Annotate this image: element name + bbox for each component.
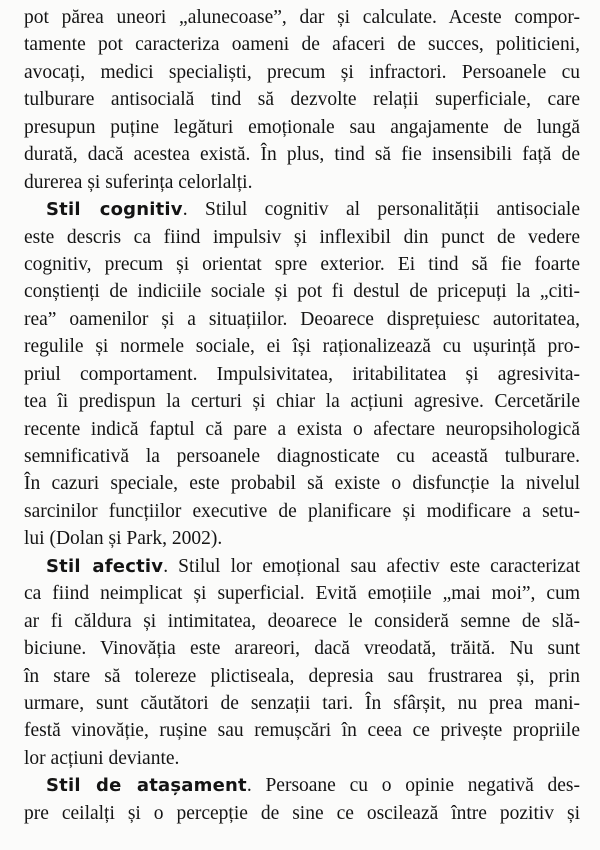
text-line: biciune. Vinovăția este arareori, dacă vreodată, trăită. Nu sunt bbox=[24, 638, 580, 660]
paragraph-attachment-style bbox=[24, 772, 580, 827]
text-line: presupun puține legături emoționale sau angajamente de lungă bbox=[24, 116, 580, 138]
text-line: lor acțiuni deviante. bbox=[24, 747, 180, 769]
text-line: priul comportament. Impulsivitatea, iritabilitatea și agresivita- bbox=[24, 363, 580, 385]
text-line: tulburare antisocială tind să dezvolte relații superficiale, care bbox=[24, 89, 580, 111]
text-line: lui (Dolan și Park, 2002). bbox=[24, 528, 223, 550]
text-line: festă vinovăție, rușine sau remușcări în ceea ce privește propriile bbox=[24, 720, 580, 742]
text-line: tea îi predispun la certuri și chiar la acțiuni agresive. Cercetările bbox=[24, 391, 580, 413]
paragraph-cognitive-style bbox=[24, 196, 580, 553]
text-line: În cazuri speciale, este probabil să existe o disfuncție la nivelul bbox=[24, 473, 580, 495]
text-line: pre ceilalți și o percepție de sine ce oscilează între pozitiv și bbox=[24, 802, 580, 824]
text-line: durată, dacă acestea există. În plus, tind să fie insensibili față de bbox=[24, 144, 580, 166]
text-line: tamente pot caracteriza oameni de afaceri de succes, politicieni, bbox=[24, 34, 580, 56]
text-run: . Stilul cognitiv al personalității antisociale bbox=[182, 199, 580, 221]
paragraph-antisocial-traits bbox=[24, 4, 580, 196]
text-run: . Stilul lor emoțional sau afectiv este caracterizat bbox=[163, 555, 580, 577]
text-run: . Persoane cu o opinie negativă des- bbox=[246, 775, 581, 797]
text-line: pot părea uneori „alunecoase”, dar și calculate. Aceste compor- bbox=[24, 7, 580, 28]
text-line: ca fiind neimplicat și superficial. Evită emoțiile „mai moi”, cum bbox=[24, 583, 580, 605]
section-heading-cognitive: Stil cognitiv bbox=[46, 199, 183, 221]
text-line: este descris ca fiind impulsiv și inflexibil din punct de vedere bbox=[24, 226, 580, 248]
text-line: regulile și normele sociale, ei își raționalizează cu ușurință pro- bbox=[24, 336, 580, 358]
text-line: sarcinilor funcțiilor executive de planificare și modificare a setu- bbox=[24, 500, 580, 522]
text-line: urmare, sunt căutători de senzații tari. În sfârșit, nu prea mani- bbox=[24, 692, 580, 714]
section-heading-attachment: Stil de atașament bbox=[46, 775, 247, 797]
text-line bbox=[24, 196, 580, 223]
text-line: avocați, medici specialiști, precum și infractori. Persoanele cu bbox=[24, 61, 580, 83]
text-line: durerea și suferința celorlalți. bbox=[24, 171, 253, 193]
body-text bbox=[24, 4, 580, 827]
section-heading-affective: Stil afectiv bbox=[46, 555, 164, 577]
text-line: ar fi căldura și intimitatea, deoarece le consideră semne de slă- bbox=[24, 610, 580, 632]
text-line bbox=[24, 772, 580, 799]
text-line: cognitiv, precum și orientat spre exterior. Ei tind să fie foarte bbox=[24, 253, 580, 275]
text-line: recente indică faptul că pare a exista o afectare neuropsihologică bbox=[24, 418, 580, 440]
paragraph-affective-style bbox=[24, 553, 580, 773]
text-line: în stare să tolereze plictiseala, depresia sau frustrarea și, prin bbox=[24, 665, 580, 687]
text-line: rea” oamenilor și a situațiilor. Deoarece disprețuiesc autoritatea, bbox=[24, 308, 580, 330]
text-line: semnificativă la persoanele diagnosticate cu această tulburare. bbox=[24, 446, 580, 467]
text-line: conștienți de indiciile sociale și pot fi destul de pricepuți la „citi- bbox=[24, 281, 580, 303]
text-line bbox=[24, 553, 580, 580]
